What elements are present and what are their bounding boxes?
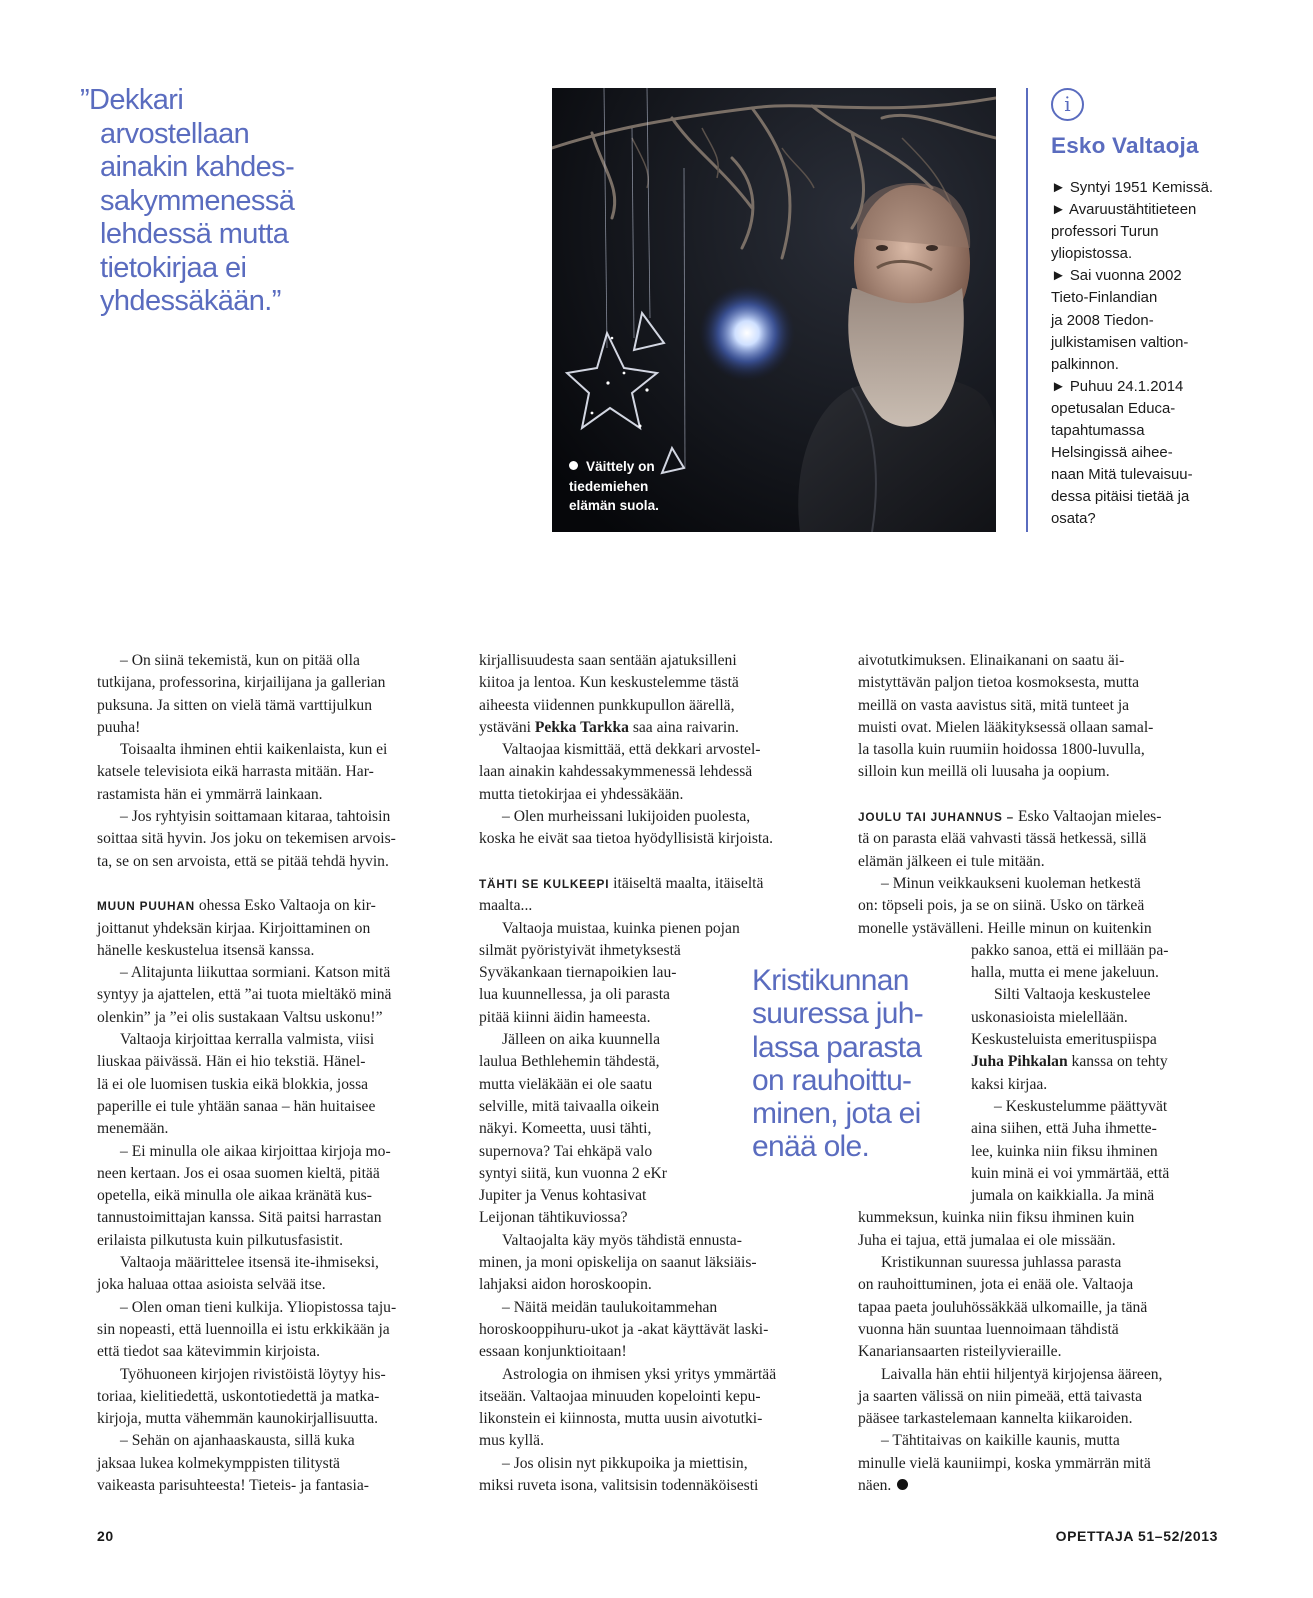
text-line: – Jos ryhtyisin soittamaan kitaraa, tahtoisin: [120, 808, 391, 826]
text-fragment: saa aina raivarin.: [628, 718, 739, 736]
text-line: paperille ei tule yhtään sanaa – hän huitaisee: [97, 1097, 376, 1115]
section-lead: JOULU TAI JUHANNUS –: [858, 810, 1015, 825]
text-line: minulle vielä kauniimpi, koska ymmärrän mitä: [858, 1454, 1151, 1472]
text-line: Valtaoja kirjoittaa kerralla valmista, viisi: [120, 1031, 375, 1049]
text-line: kaksi kirjaa.: [971, 1075, 1048, 1093]
text-line: Valtaojaa kismittää, että dekkari arvostel-: [502, 741, 761, 759]
text-line: pakko sanoa, että ei millään pa-: [971, 941, 1169, 959]
lead-line: [97, 895, 452, 917]
text-line: halla, mutta ei mene jakeluun.: [971, 964, 1159, 982]
body-column-1: [97, 650, 452, 1497]
person-name: Juha Pihkalan: [971, 1053, 1068, 1071]
factbox-line: ► Sai vuonna 2002: [1051, 268, 1182, 285]
text-line: aiheesta viidennen punkkupullon äärellä,: [479, 696, 735, 714]
text-line: Valtaoja määrittelee itsensä ite-ihmiseksi,: [120, 1254, 379, 1272]
text-line: on rauhoittuminen, jota ei enää ole. Valtaoja: [858, 1276, 1134, 1294]
text-line: tutkijana, professorina, kirjailijana ja gallerian: [97, 674, 386, 692]
text-line: koska he eivät saa tietoa hyödyllisistä kirjoista.: [479, 830, 774, 848]
text-line: opetella, eikä minulla ole aikaa kränätä kus-: [97, 1187, 372, 1205]
text-line: syntyi siitä, kun vuonna 2 eKr: [479, 1164, 667, 1182]
text-line: meillä on vasta aavistus sitä, mitä tunteet ja: [858, 696, 1130, 714]
text-line: maalta...: [479, 897, 533, 915]
text-line: menemään.: [97, 1120, 169, 1138]
factbox-line: naan Mitä tulevaisuu-: [1051, 467, 1193, 484]
caption-line: [569, 457, 709, 477]
text-line: rastamista hän ei ymmärrä lainkaan.: [97, 785, 323, 803]
text-line: soittaa sitä hyvin. Jos joku on tekemisen arvois-: [97, 830, 396, 848]
photo-caption: [569, 457, 709, 516]
section-lead: MUUN PUUHAN: [97, 899, 195, 914]
text-line: katsele televisiota eikä harrasta mitään. Har-: [97, 763, 374, 781]
text-line: pääsee tarkastelemaan kannelta kiikaroiden.: [858, 1410, 1133, 1428]
text-line: – Alitajunta liikuttaa sormiani. Katson mitä: [120, 964, 391, 982]
text-line: la tasolla kuin ruumiin hoidossa 1800-luvulla,: [858, 741, 1145, 759]
text-line: – Keskustelumme päättyvät: [994, 1097, 1168, 1115]
pullquote-line: minen, jota ei: [752, 1097, 921, 1131]
quote-line: sakymmenessä: [100, 184, 295, 217]
text-line: supernova? Tai ehkäpä valo: [479, 1142, 653, 1160]
text-line: Kristikunnan suuressa juhlassa parasta: [881, 1254, 1122, 1272]
text-line: kuin minä ei voi ymmärtää, että: [971, 1164, 1170, 1182]
text-line: pitää kiinni äidin hameesta.: [479, 1008, 651, 1026]
lead-line-text: itäiseltä maalta, itäiseltä: [609, 874, 764, 892]
text-line: – Tähtitaivas on kaikille kaunis, mutta: [881, 1432, 1120, 1450]
pullquote-line: lassa parasta: [752, 1030, 922, 1064]
text-line: joka haluaa ottaa asioista selvää itse.: [97, 1276, 326, 1294]
text-line: lua kuunnellessa, ja oli parasta: [479, 986, 670, 1004]
text-line: essaan konjunktioitaan!: [479, 1343, 627, 1361]
caption-line-2: tiedemiehen: [569, 478, 649, 494]
text-line: ta, se on sen arvoista, että se pitää tehdä hyvin.: [97, 852, 389, 870]
factbox-line: ► Puhuu 24.1.2014: [1051, 378, 1184, 395]
text-line: mus kyllä.: [479, 1432, 544, 1450]
text-line: – On siinä tekemistä, kun on pitää olla: [120, 652, 360, 669]
text-line: olenkin” ja ”ei olis sustakaan Valtsu uskonu!”: [97, 1008, 383, 1026]
text-line: likonstein ei kiinnosta, mutta uusin aivotutki-: [479, 1410, 763, 1428]
text-line: mutta tietokirjaa ei yhdessäkään.: [479, 785, 684, 803]
text-line: syntyy ja ajattelen, että ”ai tuota mieltäkö minä: [97, 986, 392, 1004]
page-number: 20: [97, 1528, 114, 1544]
factbox-line: ► Avaruustähtitieteen: [1051, 202, 1197, 219]
text-line: [858, 1051, 1218, 1073]
text-line: on: töpseli pois, ja se on siinä. Usko on tärkeä: [858, 897, 1145, 915]
text-line: silmät pyöristyivät ihmetyksestä: [479, 941, 681, 959]
lead-line: [479, 873, 834, 895]
pull-quote-top: [80, 84, 400, 319]
quote-line: lehdessä mutta: [100, 218, 289, 250]
text-line: – Sehän on ajanhaaskausta, sillä kuka: [120, 1432, 355, 1450]
factbox-line: julkistamisen valtion-: [1051, 334, 1189, 351]
person-name: Pekka Tarkka: [534, 718, 629, 736]
factbox-line: professori Turun: [1051, 224, 1159, 241]
text-line: puksuna. Ja sitten on vielä tämä varttijulkun: [97, 696, 372, 714]
pullquote-line: enää ole.: [752, 1130, 870, 1164]
text-line: puuha!: [97, 718, 141, 736]
factbox-line: dessa pitäisi tietää ja: [1051, 489, 1190, 506]
text-line: laan ainakin kahdessakymmenessä lehdessä: [479, 763, 753, 781]
text-line: näkyi. Komeetta, uusi tähti,: [479, 1120, 652, 1138]
paragraph-gap: [479, 851, 834, 873]
text-line: mistyttävän paljon tietoa kosmoksesta, mutta: [858, 674, 1140, 692]
text-line: joittanut yhdeksän kirjaa. Kirjoittaminen on: [97, 919, 371, 937]
text-line: hänelle keskustelua itsensä kanssa.: [97, 941, 315, 959]
factbox-line: ► Syntyi 1951 Kemissä.: [1051, 180, 1214, 196]
caption-line-3: elämän suola.: [569, 498, 659, 513]
publication-name: OPETTAJA 51–52/2013: [1055, 1528, 1218, 1544]
bullet-icon: [569, 461, 578, 470]
body-column-3: [858, 650, 1218, 1497]
info-icon: i: [1051, 88, 1084, 121]
text-line: toriaa, kielitiedettä, uskontotiedettä ja matka-: [97, 1387, 380, 1405]
text-line: itseään. Valtaojaa minuuden kopelointi kepu-: [479, 1387, 761, 1405]
text-line: horoskooppihuru-ukot ja -akat käyttävät laski-: [479, 1320, 769, 1338]
factbox-divider: [1026, 88, 1028, 532]
paragraph-gap: [97, 873, 452, 895]
factbox-line: osata?: [1051, 511, 1096, 528]
text-line: kirjallisuudesta saan sentään ajatuksilleni: [479, 652, 737, 669]
text-line: elämän jälkeen ei tule mitään.: [858, 852, 1045, 870]
text-line: erilaista pilkutusta kuin pilkutusfasistit.: [97, 1231, 344, 1249]
lead-line-text: Esko Valtaojan mieles-: [1014, 808, 1162, 826]
text-line: [479, 717, 834, 739]
text-line: Työhuoneen kirjojen rivistöistä löytyy his-: [120, 1365, 386, 1383]
text-line: kummeksun, kuinka niin fiksu ihminen kuin: [858, 1209, 1135, 1227]
text-line: kiitoa ja lentoa. Kun keskustelemme tästä: [479, 674, 739, 692]
text-line: Juha ei tajua, että jumalaa ei ole missään.: [858, 1231, 1116, 1249]
text-line: muisti ovat. Mielen lääkityksessä ollaan samal-: [858, 718, 1154, 736]
factbox-line: palkinnon.: [1051, 356, 1119, 373]
lead-line: [858, 806, 1218, 828]
text-line: että tiedot saa kätevimmin kirjoista.: [97, 1343, 321, 1361]
text-line: jaksaa lukea kolmekymppisten tilitystä: [97, 1454, 340, 1472]
text-line: laulua Bethlehemin tähdestä,: [479, 1053, 660, 1071]
text-line: tapaa paeta jouluhössäkkää ulkomaille, ja tänä: [858, 1298, 1148, 1316]
text-line: Jälleen on aika kuunnella: [502, 1031, 661, 1049]
text-line: mutta vieläkään ei ole saatu: [479, 1075, 653, 1093]
text-line: – Ei minulla ole aikaa kirjoittaa kirjoja mo-: [120, 1142, 391, 1160]
text-line: – Jos olisin nyt pikkupoika ja miettisin,: [502, 1454, 748, 1472]
text-line: Silti Valtaoja keskustelee: [994, 986, 1151, 1004]
text-fragment: ystäväni: [479, 718, 535, 736]
factbox-line: ja 2008 Tiedon-: [1051, 312, 1154, 329]
section-lead: TÄHTI SE KULKEEPI: [479, 876, 610, 891]
text-line: Valtaojalta käy myös tähdistä ennusta-: [502, 1231, 742, 1249]
text-line: selville, mitä taivaalla oikein: [479, 1097, 660, 1115]
factbox: [1051, 88, 1301, 531]
pullquote-line: Kristikunnan: [752, 964, 909, 997]
text-line: tannustoimittajan kanssa. Sitä paitsi harrastan: [97, 1209, 382, 1227]
quote-line: yhdessäkään.”: [100, 285, 281, 317]
factbox-line: yliopistossa.: [1051, 246, 1133, 263]
text-line: kirjoja, mutta vähemmän kaunokirjallisuutta.: [97, 1410, 379, 1428]
text-line: Leijonan tähtikuviossa?: [479, 1209, 628, 1227]
text-line: silloin kun meillä oli luusaha ja oopium.: [858, 763, 1110, 781]
text-line: Toisaalta ihminen ehtii kaikenlaista, kun ei: [120, 741, 388, 759]
text-line: miksi ruveta isona, valitsisin todennäköisesti: [479, 1476, 759, 1494]
factbox-line: opetusalan Educa-: [1051, 400, 1176, 417]
factbox-line: tapahtumassa: [1051, 423, 1145, 440]
caption-line-1: Väittely on: [586, 459, 655, 474]
factbox-list: [1051, 177, 1301, 531]
quote-line: tietokirjaa ei: [100, 251, 247, 284]
text-line: Kanariansaarten risteilyvieraille.: [858, 1343, 1062, 1361]
factbox-line: Helsingissä aihee-: [1051, 445, 1173, 462]
text-line: Jupiter ja Venus kohtasivat: [479, 1187, 647, 1205]
text-line: Valtaoja muistaa, kuinka pienen pojan: [502, 919, 740, 937]
text-line: ja saarten välissä on niin pimeää, että taivasta: [858, 1387, 1143, 1405]
pullquote-line: on rauhoittu-: [752, 1063, 912, 1097]
quote-line: ”Dekkari: [80, 84, 184, 116]
text-line: Laivalla hän ehtii hiljentyä kirjojensa ääreen,: [881, 1365, 1163, 1383]
pullquote-line: suuressa juh-: [752, 997, 923, 1031]
text-line: Keskusteluista emerituspiispa: [971, 1031, 1157, 1049]
text-line: uskonasioista mielellään.: [971, 1008, 1128, 1026]
text-line: – Näitä meidän taulukoitammehan: [502, 1298, 718, 1316]
text-line: Astrologia on ihmisen yksi yritys ymmärtää: [502, 1365, 777, 1383]
quote-line: ainakin kahdes-: [100, 151, 295, 183]
text-line: monelle ystävälleni. Heille minun on kuitenkin: [858, 919, 1152, 937]
text-line: Syväkankaan tiernapoikien lau-: [479, 964, 677, 982]
text-line: – Olen oman tieni kulkija. Yliopistossa taju-: [120, 1298, 397, 1316]
text-fragment: kanssa on tehty: [1067, 1053, 1168, 1071]
text-line: vuonna hän suuntaa luennoimaan tähdistä: [858, 1320, 1119, 1338]
text-line: – Olen murheissani lukijoiden puolesta,: [502, 808, 751, 826]
text-line: minen, ja moni opiskelija on saanut läksiäis-: [479, 1254, 757, 1272]
factbox-title: Esko Valtaoja: [1051, 133, 1199, 158]
paragraph-gap: [858, 784, 1218, 806]
quote-line: arvostellaan: [100, 117, 250, 150]
end-mark-icon: [897, 1479, 908, 1490]
text-line: neen kertaan. Jos ei osaa suomen kieltä, pitää: [97, 1164, 380, 1182]
text-line: näen.: [858, 1475, 1218, 1497]
text-line: lee, kuinka niin fiksu ihminen: [971, 1142, 1158, 1160]
text-line: aivotutkimuksen. Elinaikanani on saatu äi-: [858, 652, 1125, 669]
factbox-line: Tieto-Finlandian: [1051, 290, 1158, 307]
text-line: aina siihen, että Juha ihmette-: [971, 1120, 1157, 1138]
text-line: jumala on kaikkialla. Ja minä: [971, 1187, 1155, 1205]
text-line: – Minun veikkaukseni kuoleman hetkestä: [881, 874, 1141, 892]
text-line: tä on parasta elää vahvasti tässä hetkessä, sillä: [858, 830, 1147, 848]
text-line: vaikeasta parisuhteesta! Tieteis- ja fantasia-: [97, 1476, 369, 1494]
text-line: sin nopeasti, että luennoilla ei istu erkkikään ja: [97, 1320, 390, 1338]
lead-line-text: ohessa Esko Valtaoja on kir-: [194, 897, 376, 915]
text-line: lahjaksi aidon horoskoopin.: [479, 1276, 652, 1294]
text-line: lä ei ole luomisen tuskia eikä blokkia, jossa: [97, 1075, 369, 1093]
text-line: liuskaa päivässä. Hän ei hio tekstiä. Hänel-: [97, 1053, 366, 1071]
